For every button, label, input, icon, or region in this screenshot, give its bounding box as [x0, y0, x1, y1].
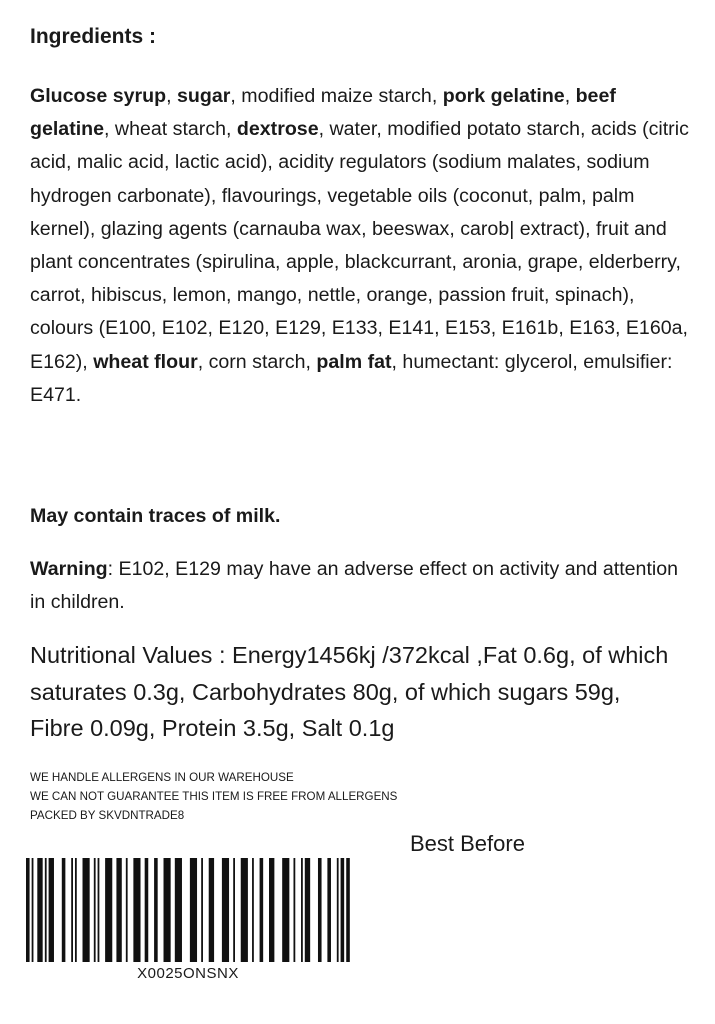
ingredient-text: , [564, 85, 576, 107]
barcode-bar [45, 858, 47, 962]
barcode-bar [83, 858, 90, 962]
allergen-ingredient: beef gelatine [30, 85, 616, 141]
barcode-bar [222, 858, 229, 962]
barcode-bar [116, 858, 121, 962]
barcode-bar [260, 858, 264, 962]
barcode-bar [341, 858, 345, 962]
barcode-bar [164, 858, 171, 962]
barcode-bar [318, 858, 322, 962]
notice-line: WE HANDLE ALLERGENS IN OUR WAREHOUSE [30, 771, 294, 784]
notice-line: PACKED BY SKVDNTRADE8 [30, 809, 185, 822]
barcode-bar [105, 858, 112, 962]
barcode-bar [133, 858, 140, 962]
ingredient-text: , corn starch, [197, 350, 317, 373]
allergen-ingredient: Glucose syrup [30, 85, 167, 107]
warning-body: : E102, E129 may have an adverse effect on activity and attention in children. [30, 558, 679, 613]
ingredients-list [30, 80, 690, 412]
warning-text [30, 553, 690, 619]
allergen-ingredient: wheat flour [93, 350, 198, 373]
barcode-bar [269, 858, 274, 962]
barcode-bar [49, 858, 54, 962]
nutritional-values: Nutritional Values : Energy1456kj /372kcal ,Fat 0.6g, of which saturates 0.3g, Carbohydrates 80g, of which sugars 59g, Fibre 0.09g, Protein 3.5g, Salt 0.1g [30, 642, 669, 741]
barcode-bar [145, 858, 149, 962]
ingredient-text: , [166, 85, 178, 107]
barcode-bar [293, 858, 295, 962]
barcode-bar [190, 858, 197, 962]
ingredient-text: , modified maize starch, [230, 85, 443, 107]
barcode-bar [327, 858, 331, 962]
barcode-bar [62, 858, 66, 962]
barcode-bar [154, 858, 158, 962]
barcode-bar [305, 858, 310, 962]
ingredient-text: , water, modified potato starch, acids (citric acid, malic acid, lactic acid), acidity regulators (sodium malates, sodium hydrogen carbonate), flavourings, vegetable oils (coconut, palm, palm kernel), glazing agents (carnauba wax, beeswax, carob| extract), fruit and plant concentrates (spirulina, apple, blackcurrant, aronia, grape, elderberry, carrot, hibiscus, lemon, mango, nettle, orange, passion fruit, spinach), colours (E100, E102, E120, E129, E133, E141, E153, E161b, E163, E160a, E162), [30, 118, 689, 373]
barcode-bar [233, 858, 235, 962]
barcode-bar [71, 858, 73, 962]
barcode-bar [75, 858, 77, 962]
allergen-ingredient: palm fat [316, 350, 392, 373]
barcode-bar [209, 858, 214, 962]
barcode-bar [126, 858, 128, 962]
barcode-bar [94, 858, 96, 962]
warning-label: Warning [30, 558, 108, 580]
allergen-notices [30, 768, 397, 825]
ingredient-text: , humectant: glycerol, emulsifier: E471. [30, 350, 673, 406]
barcode-bar [37, 858, 42, 962]
barcode-number: X0025ONSNX [137, 965, 239, 982]
ingredient-text: , wheat starch, [104, 118, 237, 141]
barcode-bar [26, 858, 30, 962]
barcode-bar [175, 858, 182, 962]
barcode-bar [337, 858, 339, 962]
allergen-ingredient: sugar [177, 85, 231, 107]
barcode-image [26, 858, 350, 962]
allergen-traces: May contain traces of milk. [30, 505, 281, 527]
barcode-bar [301, 858, 303, 962]
barcode-bar [241, 858, 248, 962]
barcode-bar [282, 858, 289, 962]
notice-line: WE CAN NOT GUARANTEE THIS ITEM IS FREE FROM ALLERGENS [30, 790, 398, 803]
barcode-bar [252, 858, 254, 962]
barcode-bar [98, 858, 100, 962]
barcode-bar [32, 858, 34, 962]
allergen-ingredient: pork gelatine [442, 85, 565, 107]
ingredients-heading: Ingredients : [30, 25, 157, 48]
allergen-ingredient: dextrose [236, 118, 319, 141]
barcode-bar [346, 858, 350, 962]
barcode-bar [201, 858, 203, 962]
best-before-label: Best Before [410, 831, 525, 856]
